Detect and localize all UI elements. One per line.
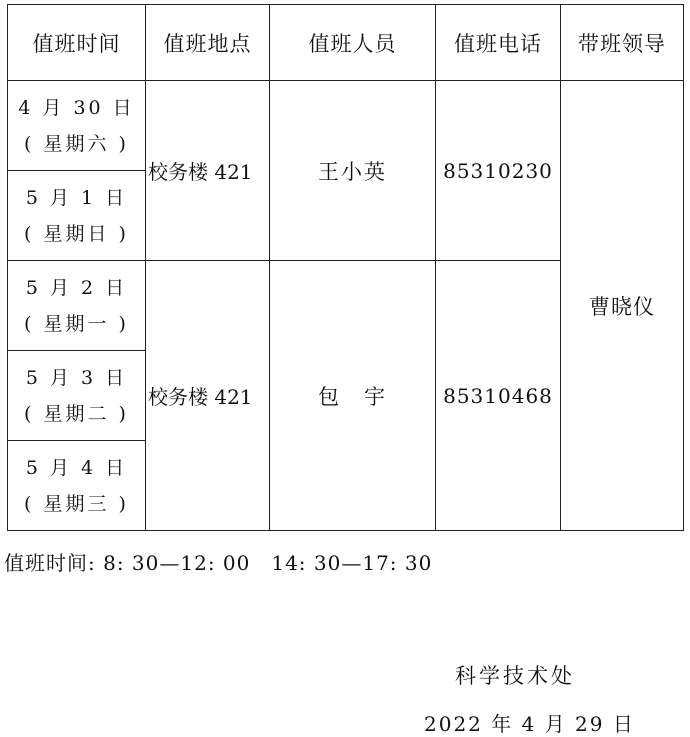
weekday-text: ( 星期二 ) (24, 402, 129, 425)
header-duty-person: 值班人员 (270, 5, 436, 81)
date-text: 5 月 2 日 (25, 276, 128, 299)
date-cell (8, 441, 146, 531)
header-duty-phone: 值班电话 (436, 5, 561, 81)
weekday-text: ( 星期六 ) (24, 132, 129, 155)
weekday-text: ( 星期一 ) (24, 312, 129, 335)
weekday-text: ( 星期三 ) (24, 492, 129, 515)
duty-hours-note: 值班时间: 8: 30—12: 00 14: 30—17: 30 (4, 551, 433, 575)
header-duty-leader: 带班领导 (561, 5, 684, 81)
date-text: 4 月 30 日 (18, 96, 135, 119)
person-cell: 包 宇 (270, 261, 436, 531)
location-cell: 校务楼 421 (146, 261, 270, 531)
date-cell (8, 171, 146, 261)
issuing-department: 科学技术处 (455, 664, 575, 688)
date-cell (8, 81, 146, 171)
location-cell: 校务楼 421 (146, 81, 270, 261)
date-text: 5 月 3 日 (25, 366, 128, 389)
phone-cell: 85310230 (436, 81, 561, 261)
duty-schedule-table (7, 4, 684, 531)
person-cell: 王小英 (270, 81, 436, 261)
table-header-row (8, 5, 684, 81)
phone-cell: 85310468 (436, 261, 561, 531)
date-text: 5 月 4 日 (25, 456, 128, 479)
date-cell (8, 351, 146, 441)
header-duty-location: 值班地点 (146, 5, 270, 81)
table-row (8, 81, 684, 171)
header-duty-time: 值班时间 (8, 5, 146, 81)
date-cell (8, 261, 146, 351)
date-text: 5 月 1 日 (25, 186, 128, 209)
leader-cell: 曹晓仪 (561, 81, 684, 531)
issue-date: 2022 年 4 月 29 日 (424, 712, 635, 736)
weekday-text: ( 星期日 ) (24, 222, 129, 245)
